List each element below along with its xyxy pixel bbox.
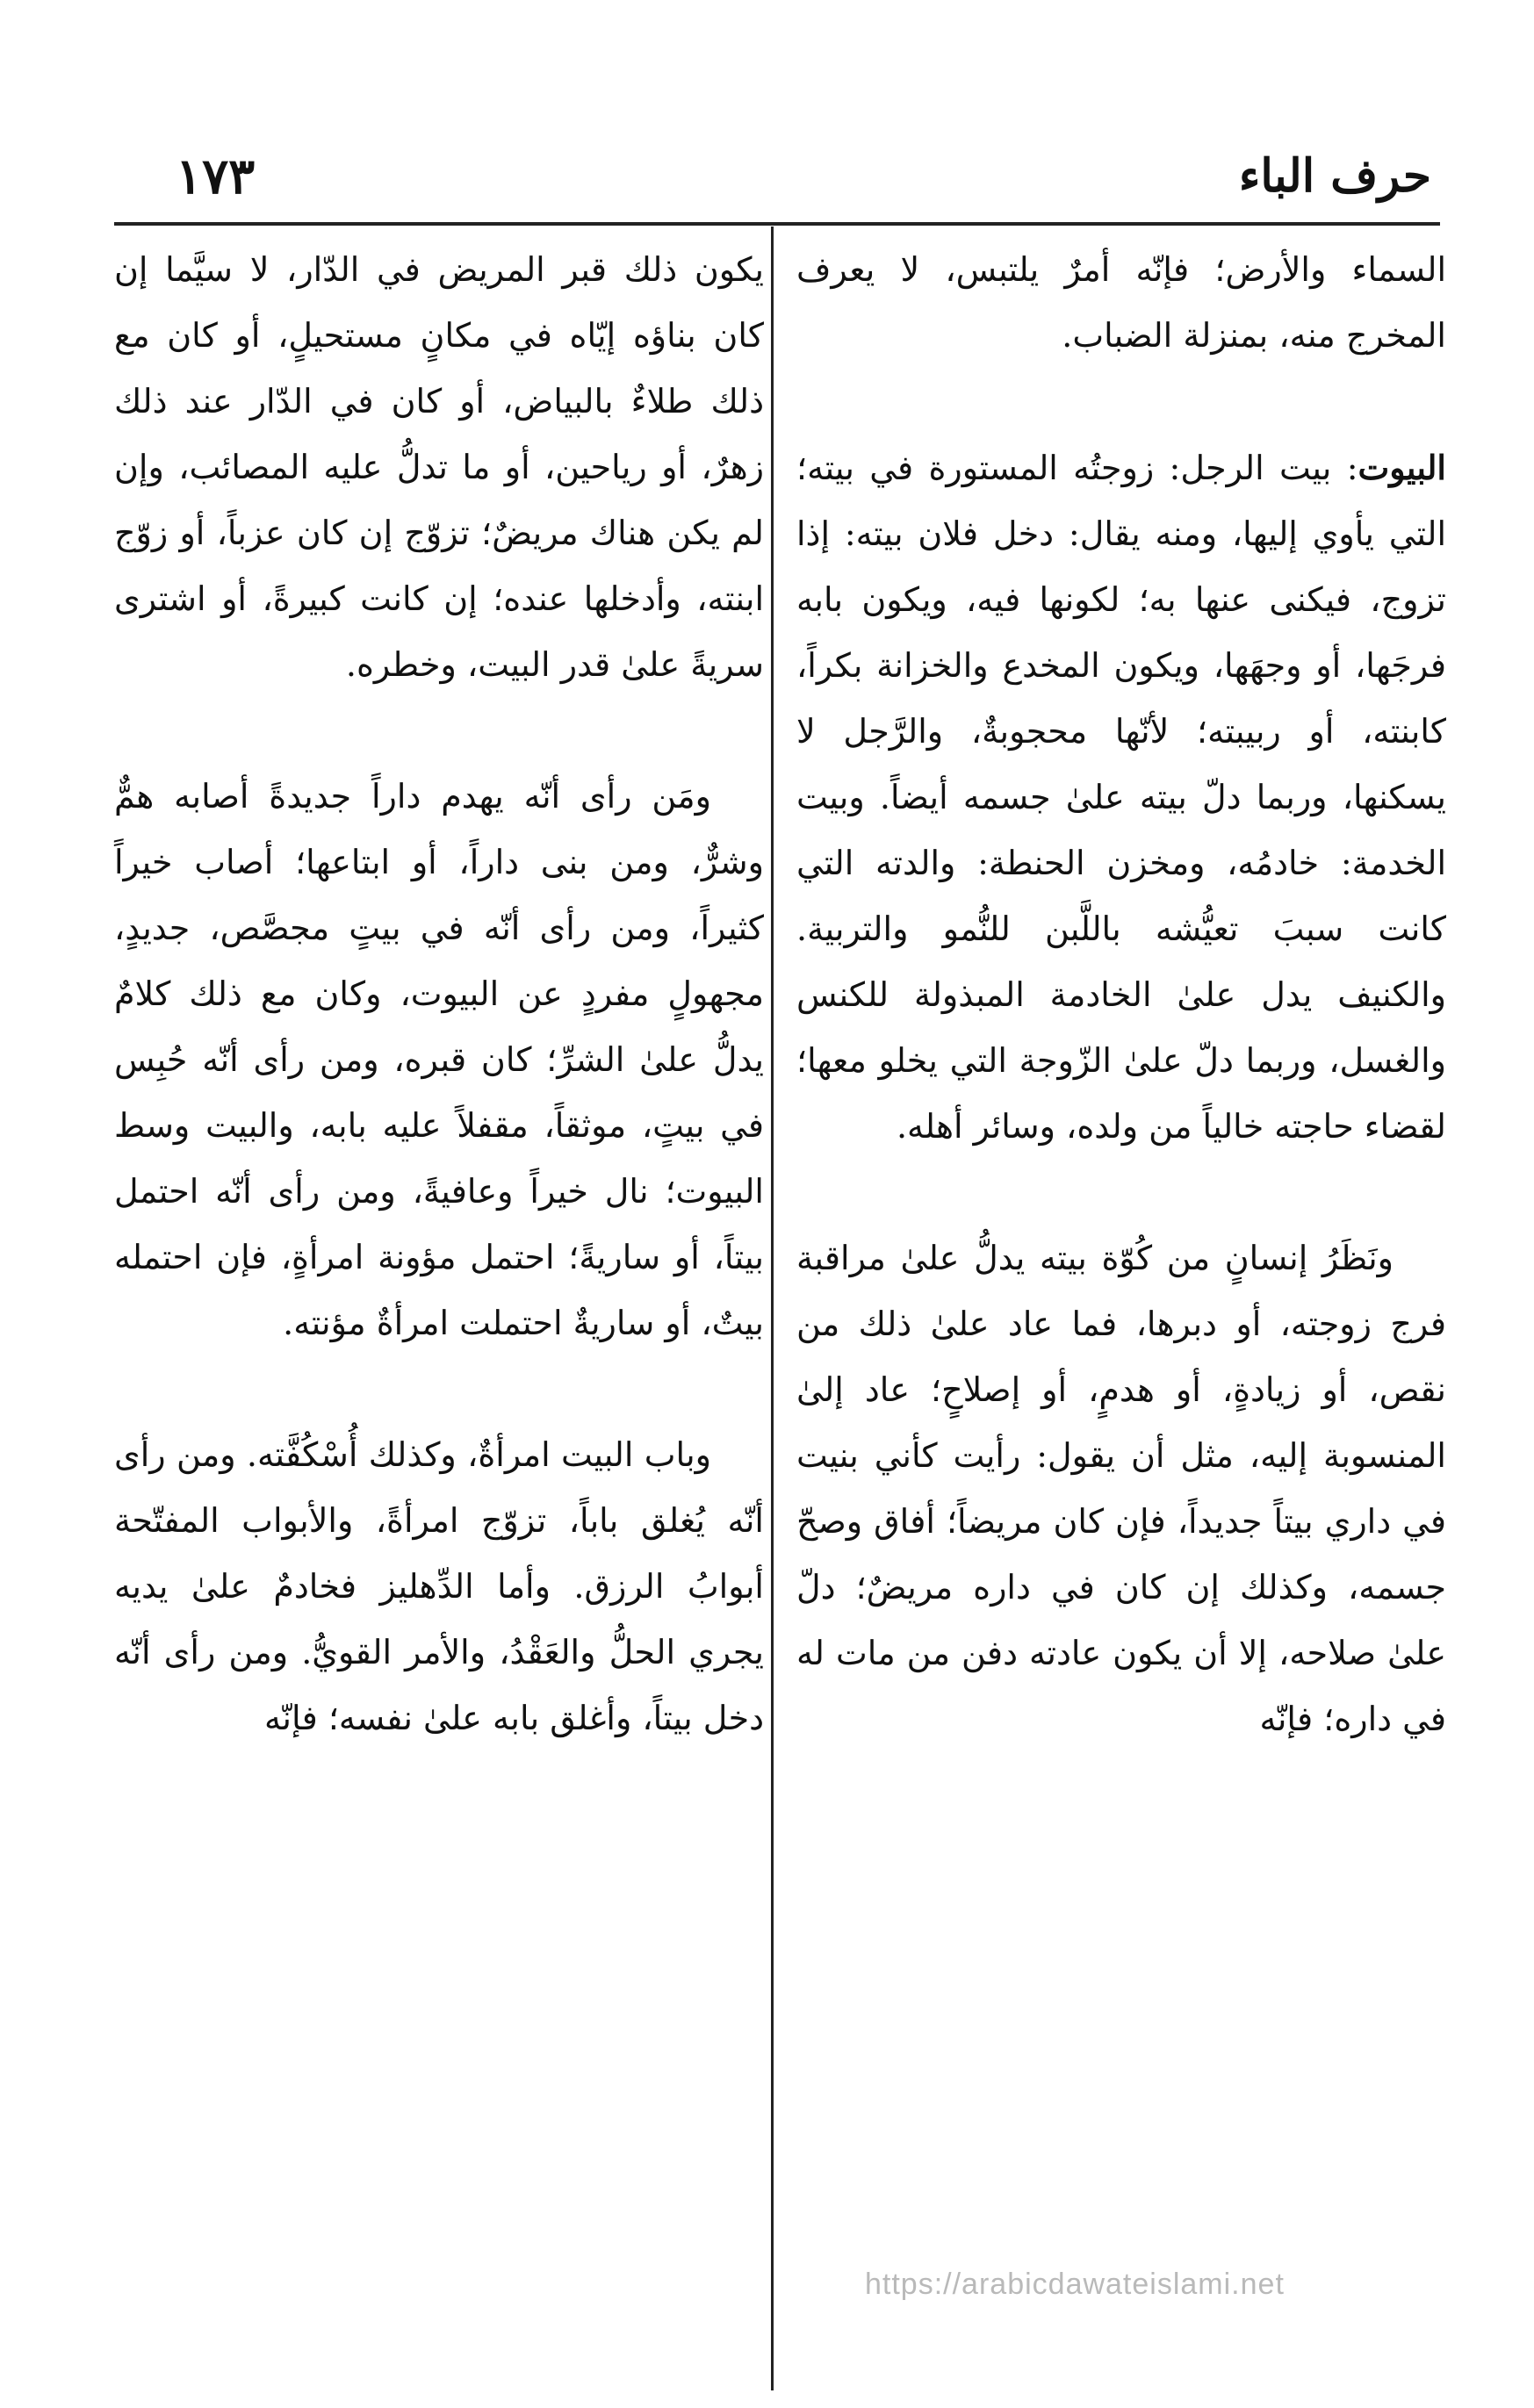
- right-column: [796, 237, 1446, 1752]
- paragraph-buyut: [796, 435, 1446, 1160]
- entry-term: البيوت: [1358, 448, 1446, 487]
- entry-text: : بيت الرجل: زوجتُه المستورة في بيته؛ التي يأوي إليها، ومنه يقال: دخل فلان بيته: إذا تزوج، فيكنى عنها به؛ لكونها فيه، ويكون بابه فرجَها، أو وجهَها، ويكون المخدع والخزانة بكراً، كابنته، أو ربيبته؛ لأنّها محجوبةٌ، والرَّجل لا يسكنها، وربما دلّ بيته علىٰ جسمه أيضاً. وبيت الخدمة: خادمُه، ومخزن الحنطة: والدته التي كانت سببَ تعيُّشه باللَّبن للنُّمو والتربية. والكنيف يدل علىٰ الخادمة المبذولة للكنس والغسل، وربما دلّ علىٰ الزّوجة التي يخلو معها؛ لقضاء حاجته خالياً من ولده، وسائر أهله.: [796, 449, 1446, 1146]
- paragraph: ونَظَرُ إنسانٍ من كُوّة بيته يدلُّ علىٰ مراقبة فرج زوجته، أو دبرها، فما عاد علىٰ ذلك من نقص، أو زيادةٍ، أو هدمٍ، أو إصلاحٍ؛ عاد إلىٰ المنسوبة إليه، مثل أن يقول: رأيت كأني بنيت في داري بيتاً جديداً، فإن كان مريضاً؛ أفاق وصحّ جسمه، وكذلك إن كان في داره مريضٌ؛ دلّ علىٰ صلاحه، إلا أن يكون عادته دفن من مات له في داره؛ فإنّه: [796, 1239, 1446, 1738]
- paragraph: يكون ذلك قبر المريض في الدّار، لا سيَّما إن كان بناؤه إيّاه في مكانٍ مستحيلٍ، أو كان مع ذلك طلاءٌ بالبياض، أو كان في الدّار عند ذلك زهرٌ، أو رياحين، أو ما تدلُّ عليه المصائب، وإن لم يكن هناك مريضٌ؛ تزوّج إن كان عزباً، أو زوّج ابنته، وأدخلها عنده؛ إن كانت كبيرةً، أو اشترى سريةً علىٰ قدر البيت، وخطره.: [114, 250, 764, 684]
- watermark-url: https://arabicdawateislami.net: [865, 2268, 1285, 2301]
- page-header: [176, 132, 1431, 211]
- left-column: [114, 237, 764, 1751]
- header-rule: [114, 222, 1440, 226]
- column-divider: [771, 226, 774, 2390]
- paragraph: وباب البيت امرأةٌ، وكذلك أُسْكُفَّته. ومن رأى أنّه يُغلق باباً، تزوّج امرأةً، والأبواب المفتّحة أبوابُ الرزق. وأما الدِّهليز فخادمٌ علىٰ يديه يجري الحلُّ والعَقْدُ، والأمر القويُّ. ومن رأى أنّه دخل بيتاً، وأغلق بابه علىٰ نفسه؛ فإنّه: [114, 1435, 764, 1737]
- page-number: ١٧٣: [176, 147, 256, 205]
- paragraph: السماء والأرض؛ فإنّه أمرٌ يلتبس، لا يعرف المخرج منه، بمنزلة الضباب.: [796, 250, 1446, 355]
- running-title: حرف الباء: [1238, 149, 1431, 203]
- paragraph: ومَن رأى أنّه يهدم داراً جديدةً أصابه همٌّ وشرٌّ، ومن بنى داراً، أو ابتاعها؛ أصاب خيراً كثيراً، ومن رأى أنّه في بيتٍ مجصَّص، جديدٍ، مجهولٍ مفردٍ عن البيوت، وكان مع ذلك كلامٌ يدلُّ علىٰ الشرِّ؛ كان قبره، ومن رأى أنّه حُبِس في بيتٍ، موثقاً، مقفلاً عليه بابه، والبيت وسط البيوت؛ نال خيراً وعافيةً، ومن رأى أنّه احتمل بيتاً، أو ساريةً؛ احتمل مؤونة امرأةٍ، فإن احتمله بيتٌ، أو ساريةٌ احتملت امرأةٌ مؤنته.: [114, 777, 764, 1342]
